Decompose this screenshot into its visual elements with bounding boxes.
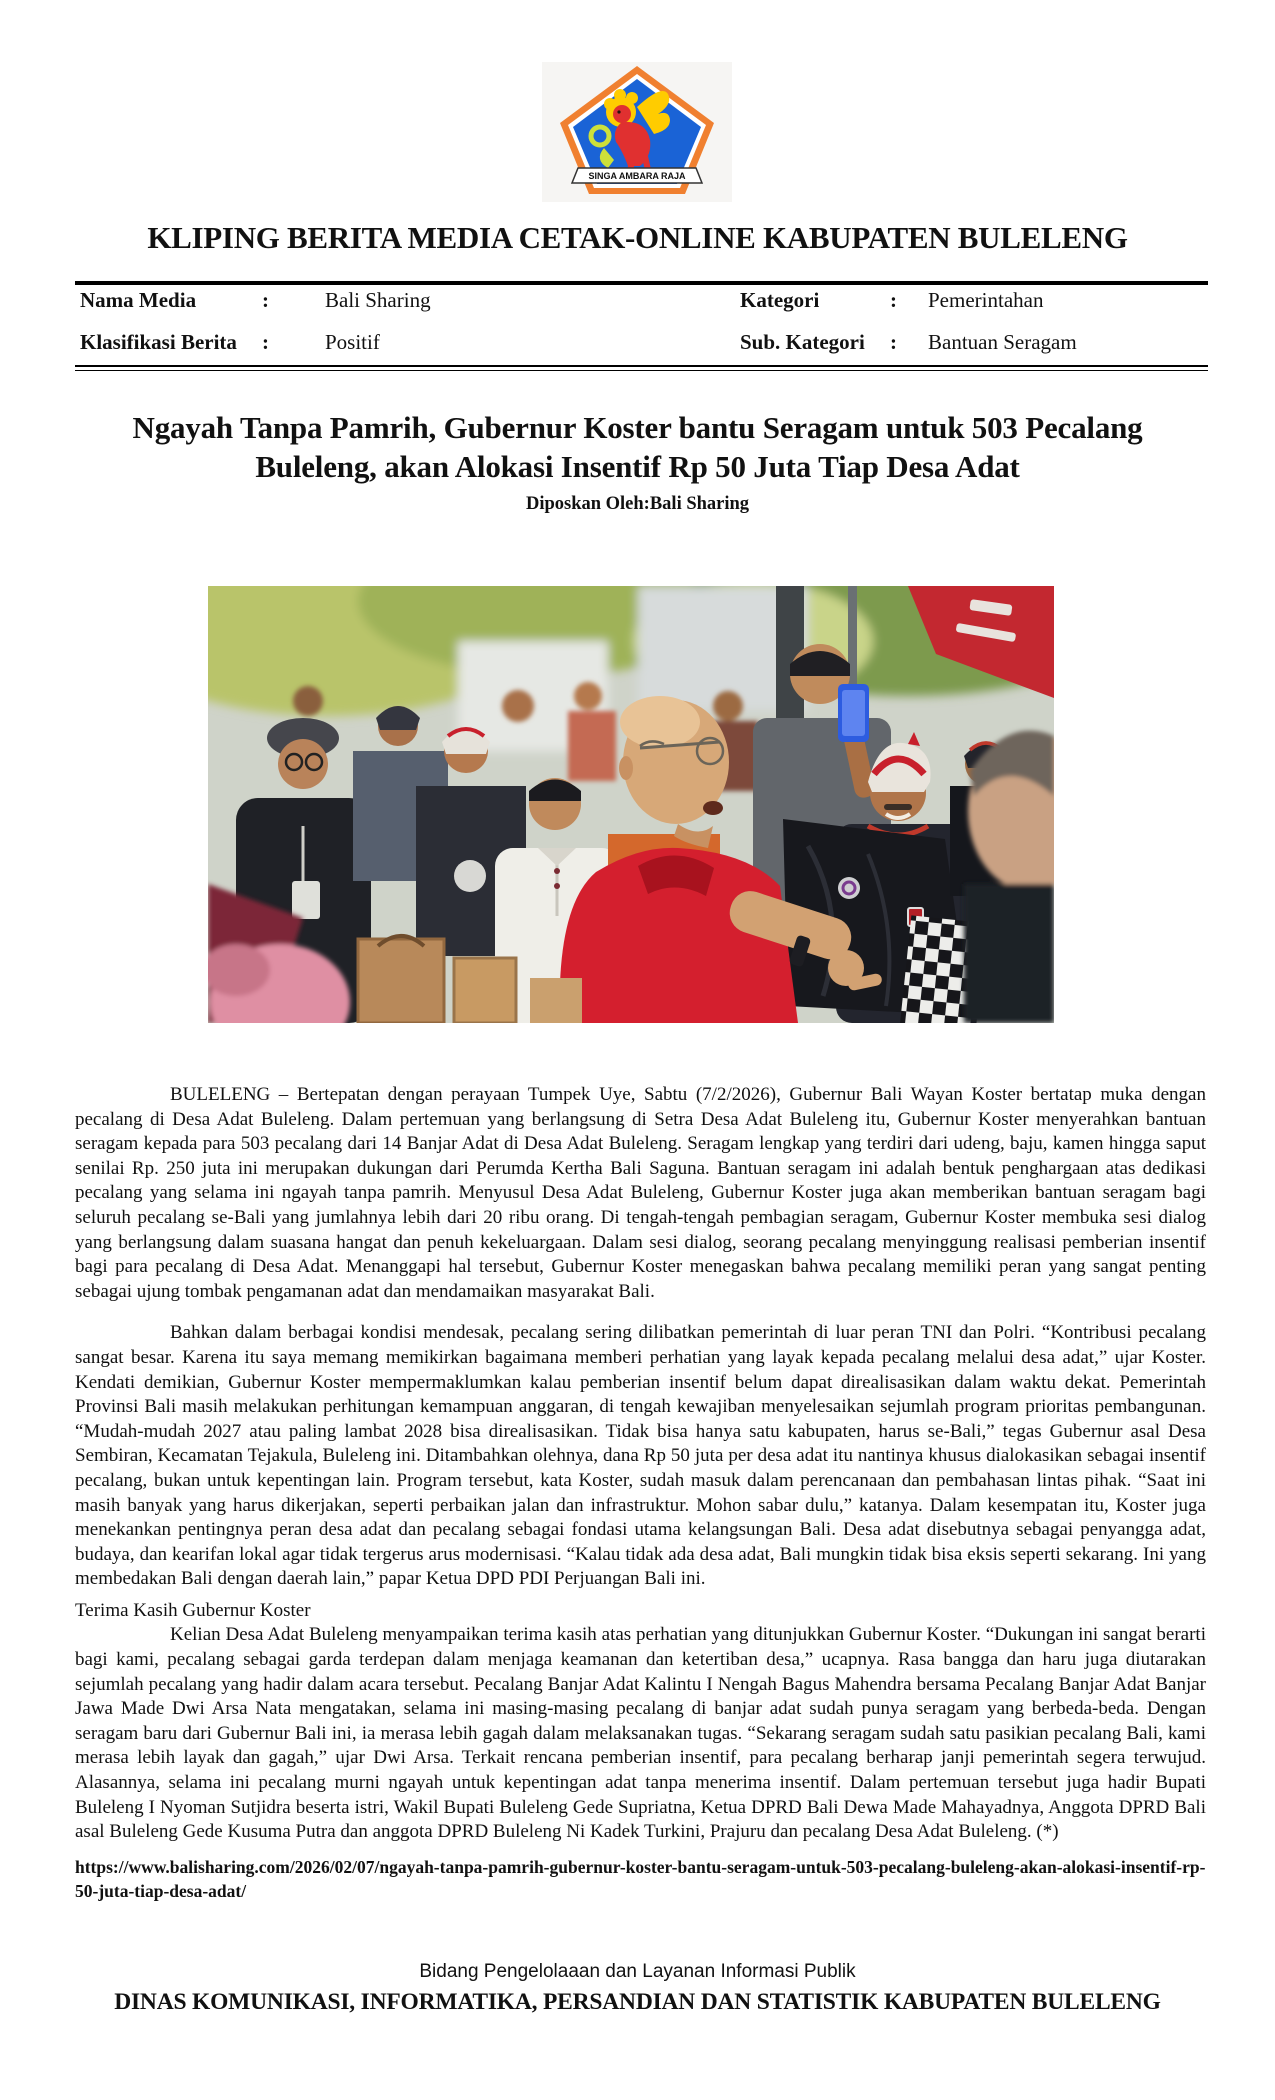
header-rule — [75, 281, 1208, 285]
pentagon-crest-icon — [542, 62, 732, 202]
meta-colon: : — [262, 288, 269, 312]
footer-division-line: Bidang Pengelolaaan dan Layanan Informasi Publik — [419, 1961, 856, 1982]
body-paragraph-1: BULELENG – Bertepatan dengan perayaan Tumpek Uye, Sabtu (7/2/2026), Gubernur Bali Wayan Koster bertatap muka dengan pecalang di Desa Adat Buleleng. Dalam pertemuan yang berlangsung di Setra Desa Adat Buleleng itu, Gubernur Koster menyerahkan bantuan seragam kepada para 503 pecalang dari 14 Banjar Adat di Desa Adat Buleleng. Seragam lengkap yang terdiri dari udeng, baju, kamen hingga saput senilai Rp. 250 juta ini merupakan dukungan dari Perumda Kertha Bali Saguna. Bantuan seragam ini adalah bentuk penghargaan atas dedikasi pecalang yang selama ini ngayah tanpa pamrih. Menyusul Desa Adat Buleleng, Gubernur Koster juga akan memberikan bantuan seragam bagi seluruh pecalang se-Bali yang jumlahnya lebih dari 20 ribu orang. Di tengah-tengah pembagian seragam, Gubernur Koster membuka sesi dialog yang berlangsung dalam suasana hangat dan penuh kekeluargaan. Dalam sesi dialog, seorang pecalang menyinggung realisasi pemberian insentif bagi para pecalang di Desa Adat. Menanggapi hal tersebut, Gubernur Koster menegaskan bahwa pecalang memiliki peran yang sangat penting sebagai ujung tombak pengamanan adat dan mendamaikan masyarakat Bali. — [75, 1084, 1206, 1302]
posted-by-line: Diposkan Oleh:Bali Sharing — [525, 494, 750, 514]
footer-agency-line: DINAS KOMUNIKASI, INFORMATIKA, PERSANDIAN DAN STATISTIK KABUPATEN BULELENG — [114, 1989, 1161, 2015]
body-paragraph-3: Kelian Desa Adat Buleleng menyampaikan terima kasih atas perhatian yang ditunjukkan Gubernur Koster. “Dukungan ini sangat berarti bagi kami, pecalang sebagai garda terdepan dalam menjaga keamanan dan ketertiban desa,” ucapnya. Rasa bangga dan haru juga diutarakan sejumlah pecalang yang hadir dalam acara tersebut. Pecalang Banjar Adat Kalintu I Nengah Bagus Mahendra bersama Pecalang Banjar Adat Banjar Jawa Made Dwi Arsa Nata mengatakan, selama ini masing-masing pecalang di banjar adat sudah punya seragam yang berbeda-beda. Dengan seragam baru dari Gubernur Bali ini, ia merasa lebih gagah dalam melaksanakan tugas. “Sekarang seragam sudah satu pasikian pecalang Bali, kami merasa lebih layak dan gagah,” ujar Dwi Arsa. Terkait rencana pemberian insentif, para pecalang berharap janji pemerintah segera terwujud. Alasannya, selama ini pecalang murni ngayah untuk kepentingan adat tanpa menerima insentif. Dalam pertemuan tersebut juga hadir Bupati Buleleng I Nyoman Sutjidra beserta istri, Wakil Bupati Buleleng Gede Supriatna, Ketua DPRD Bali Dewa Made Mahayadnya, Anggota DPRD Bali asal Buleleng Gede Kusuma Putra dan anggota DPRD Buleleng Ni Kadek Turkini, Prajuru dan pecalang Desa Adat Buleleng. (*) — [75, 1624, 1206, 1843]
meta-label-kategori: Kategori — [740, 288, 820, 312]
crowd-photo-illustration — [208, 586, 1054, 1023]
meta-label-klasifikasi: Klasifikasi Berita — [80, 330, 237, 354]
meta-table-bottom-rule — [75, 365, 1208, 371]
logo-banner-text: SINGA AMBARA RAJA — [588, 171, 686, 181]
article-body — [75, 1083, 1206, 1903]
meta-colon: : — [890, 330, 897, 354]
meta-value-klasifikasi: Positif — [325, 330, 380, 354]
meta-value-nama-media: Bali Sharing — [325, 288, 431, 312]
meta-value-sub-kategori: Bantuan Seragam — [928, 330, 1077, 354]
document-title: KLIPING BERITA MEDIA CETAK-ONLINE KABUPATEN BULELENG — [147, 220, 1128, 255]
meta-label-sub-kategori: Sub. Kategori — [740, 330, 865, 354]
body-paragraph-2: Bahkan dalam berbagai kondisi mendesak, pecalang sering dilibatkan pemerintah di luar peran TNI dan Polri. “Kontribusi pecalang sangat besar. Karena itu saya memang memikirkan bagaimana memberi perhatian yang layak kepada pecalang melalui desa adat,” ujar Koster. Kendati demikian, Gubernur Koster mempermaklumkan kalau pemberian insentif belum dapat direalisasikan dalam waktu dekat. Pemerintah Provinsi Bali masih melakukan perhitungan kemampuan anggaran, di tengah kewajiban menyelesaikan sejumlah program prioritas pembangunan. “Mudah-mudah 2027 atau paling lambat 2028 bisa direalisasikan. Tidak bisa hanya satu kabupaten, harus se-Bali,” tegas Gubernur asal Desa Sembiran, Kecamatan Tejakula, Buleleng ini. Ditambahkan olehnya, dana Rp 50 juta per desa adat itu nantinya khusus dialokasikan sebagai insentif pecalang, bukan untuk kepentingan lain. Program tersebut, kata Koster, sudah masuk dalam perencanaan dan pembahasan lintas pihak. “Saat ini masih banyak yang harus dikerjakan, seperti perbaikan jalan dan infrastruktur. Mohon sabar dulu,” katanya. Dalam kesempatan itu, Koster juga menekankan pentingnya peran desa adat dan pecalang sebagai fondasi utama kelangsungan Bali. Desa adat disebutnya sebagai penyangga adat, budaya, dan kearifan lokal agar tidak tergerus arus modernisasi. “Kalau tidak ada desa adat, Bali mungkin tidak bisa eksis seperti sekarang. Ini yang membedakan Bali dengan daerah lain,” papar Ketua DPD PDI Perjuangan Bali ini. — [75, 1322, 1206, 1590]
source-url: https://www.balisharing.com/2026/02/07/ngayah-tanpa-pamrih-gubernur-koster-bantu-seragam-untuk-503-pecalang-buleleng-akan-alokasi-insentif-rp-50-juta-tiap-desa-adat/ — [75, 1856, 1206, 1901]
section-heading: Terima Kasih Gubernur Koster — [75, 1599, 311, 1621]
meta-label-nama-media: Nama Media — [80, 288, 197, 312]
meta-colon: : — [262, 330, 269, 354]
meta-value-kategori: Pemerintahan — [928, 288, 1044, 312]
meta-colon: : — [890, 288, 897, 312]
article-photo — [208, 586, 1054, 1023]
buleleng-coat-of-arms-logo — [542, 62, 732, 202]
article-headline: Ngayah Tanpa Pamrih, Gubernur Koster bantu Seragam untuk 503 Pecalang Buleleng, akan Alokasi Insentif Rp 50 Juta Tiap Desa Adat — [132, 410, 1143, 484]
